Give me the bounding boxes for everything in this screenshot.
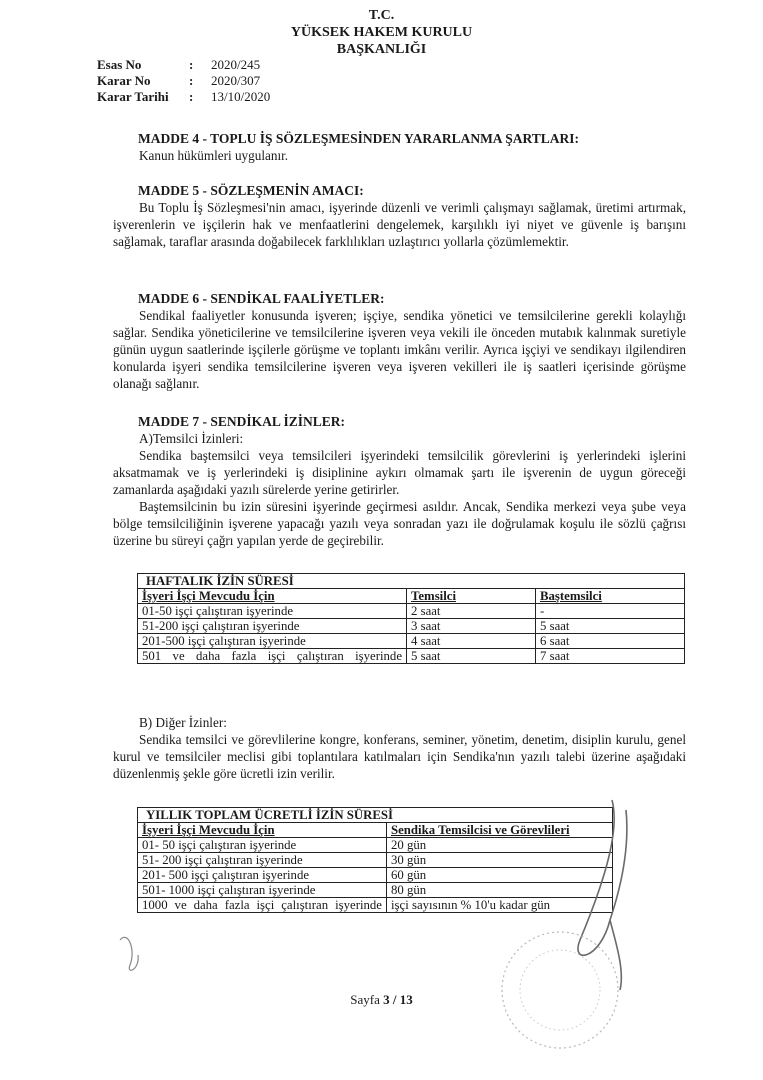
table-cell: 201- 500 işçi çalıştıran işyerinde xyxy=(138,868,387,883)
meta-colon: : xyxy=(189,89,194,104)
annual-leave-table xyxy=(137,807,613,913)
weekly-leave-table xyxy=(137,573,685,664)
initials-mark xyxy=(120,937,138,970)
section-text: Baştemsilcinin bu izin süresini işyerinde geçirmesi asıldır. Ancak, Sendika merkezi veya şube veya bölge temsilciliğinin işverene yapacağı yazılı veya sonradan yazı ile doğrulamak koşulu ile sözlü çağrısı üzerine bu süreyi çağrı yapılan yerde de geçirebilir. xyxy=(113,499,686,548)
section-title: MADDE 4 - TOPLU İŞ SÖZLEŞMESİNDEN YARARLANMA ŞARTLARI: xyxy=(138,131,579,146)
official-stamp xyxy=(502,932,618,1048)
meta-colon: : xyxy=(189,57,194,72)
section-text: Sendika baştemsilci veya temsilcileri işyerindeki temsilcilik görevlerini iş yerlerindeki işlerini aksatmamak ve iş yerlerindeki iş disiplinine aykırı olmamak şartı ile işverenin de uygun göreceği zamanlarda aşağıdaki yazılı sürelerde yerine getirirler. xyxy=(113,448,686,497)
table-cell: 80 gün xyxy=(387,883,613,898)
meta-row-karar xyxy=(97,73,270,89)
meta-label: Karar Tarihi xyxy=(97,89,169,104)
meta-row-tarih xyxy=(97,89,270,105)
table-cell: 2 saat xyxy=(407,604,536,619)
column-header: İşyeri İşçi Mevcudu İçin xyxy=(138,823,387,838)
section-text: Kanun hükümleri uygulanır. xyxy=(139,148,289,163)
section-madde-4 xyxy=(113,130,686,164)
table-cell: 201-500 işçi çalıştıran işyerinde xyxy=(138,634,407,649)
meta-colon: : xyxy=(189,73,194,88)
table-cell: 5 saat xyxy=(407,649,536,664)
table-row xyxy=(138,853,613,868)
table-cell: 501- 1000 işçi çalıştıran işyerinde xyxy=(138,883,387,898)
section-madde-6 xyxy=(113,290,686,392)
meta-value: 13/10/2020 xyxy=(211,89,271,104)
table-title: YILLIK TOPLAM ÜCRETLİ İZİN SÜRESİ xyxy=(138,808,613,823)
table-row xyxy=(138,898,613,913)
table-row xyxy=(138,883,613,898)
table-cell: 60 gün xyxy=(387,868,613,883)
table-cell: 51- 200 işçi çalıştıran işyerinde xyxy=(138,853,387,868)
section-text: Sendika temsilci ve görevlilerine kongre, konferans, seminer, yönetim, denetim, disiplin kurulu, genel kurul ve temsilciler meclisi gibi toplantılara katılmaları için Sendika'nın yazılı talebi üzerine aşağıdaki düzenlenmiş şekle göre ücretli izin verilir. xyxy=(113,732,686,781)
table-title-row xyxy=(138,574,685,589)
header-presidency: BAŞKANLIĞI xyxy=(336,42,427,57)
meta-value: 2020/307 xyxy=(211,73,261,88)
meta-row-esas xyxy=(97,57,270,73)
column-header: Temsilci xyxy=(407,589,536,604)
section-title: MADDE 6 - SENDİKAL FAALİYETLER: xyxy=(138,291,385,306)
table-cell: 7 saat xyxy=(536,649,685,664)
table-row xyxy=(138,838,613,853)
meta-label: Karar No xyxy=(97,73,151,88)
case-meta xyxy=(97,57,270,105)
subsection-b-title: B) Diğer İzinler: xyxy=(139,715,227,730)
subsection-a-title: A)Temsilci İzinleri: xyxy=(139,431,244,446)
table-cell: 01-50 işçi çalıştıran işyerinde xyxy=(138,604,407,619)
table-row xyxy=(138,604,685,619)
column-header: Baştemsilci xyxy=(536,589,685,604)
table-header-row xyxy=(138,589,685,604)
section-madde-7-b xyxy=(113,714,686,782)
table-cell: 01- 50 işçi çalıştıran işyerinde xyxy=(138,838,387,853)
section-text: Bu Toplu İş Sözleşmesi'nin amacı, işyerinde düzenli ve verimli çalışmayı sağlamak, üretimi artırmak, işverenlerin ve işçilerin hak ve menfaatlerini dengelemek, karşılıklı iyi niyet ve güvenle iş barışını sağlamak, taraflar arasında doğabilecek farklılıkları uzlaştırıcı yollarla çözümlemektir. xyxy=(113,200,686,249)
table-cell: 20 gün xyxy=(387,838,613,853)
meta-value: 2020/245 xyxy=(211,57,261,72)
page-number: 3 / 13 xyxy=(383,992,413,1007)
table-row xyxy=(138,868,613,883)
header-tc: T.C. xyxy=(368,8,395,23)
column-header: İşyeri İşçi Mevcudu İçin xyxy=(138,589,407,604)
table-cell: 501 ve daha fazla işçi çalıştıran işyerinde xyxy=(138,649,407,664)
section-madde-7 xyxy=(113,413,686,549)
table-row xyxy=(138,634,685,649)
official-stamp-inner xyxy=(520,950,600,1030)
column-header: Sendika Temsilcisi ve Görevlileri xyxy=(387,823,613,838)
table-row xyxy=(138,619,685,634)
meta-label: Esas No xyxy=(97,57,142,72)
table-cell: 51-200 işçi çalıştıran işyerinde xyxy=(138,619,407,634)
table-header-row xyxy=(138,823,613,838)
page-prefix: Sayfa xyxy=(350,992,380,1007)
table-cell: 1000 ve daha fazla işçi çalıştıran işyerinde xyxy=(138,898,387,913)
table-cell: - xyxy=(536,604,685,619)
section-text: Sendikal faaliyetler konusunda işveren; işçiye, sendika yönetici ve temsilcilerine gerekli kolaylığı sağlar. Sendika yöneticilerine ve temsilcilerine işveren veya vekili ile önceden mutabık kalınmak suretiyle günün uygun saatlerinde işçilerle görüşme ve toplantı imkânı verilir. Ayrıca işçiyi ve sendikayı ilgilendiren konularda işyeri sendika temsilcilerine işveren veya işveren vekilleri ile iş saatleri içerisinde görüşme olanağı sağlanır. xyxy=(113,308,686,391)
table-cell: 5 saat xyxy=(536,619,685,634)
header-institution: YÜKSEK HAKEM KURULU xyxy=(290,25,473,40)
table-cell: 3 saat xyxy=(407,619,536,634)
table-title-row xyxy=(138,808,613,823)
table-title: HAFTALIK İZİN SÜRESİ xyxy=(138,574,685,589)
table-row xyxy=(138,649,685,664)
table-cell: işçi sayısının % 10'u kadar gün xyxy=(387,898,613,913)
section-title: MADDE 7 - SENDİKAL İZİNLER: xyxy=(138,414,346,429)
page-footer xyxy=(0,992,763,1008)
section-madde-5 xyxy=(113,182,686,250)
section-title: MADDE 5 - SÖZLEŞMENİN AMACI: xyxy=(138,183,364,198)
table-cell: 30 gün xyxy=(387,853,613,868)
table-cell: 4 saat xyxy=(407,634,536,649)
table-cell: 6 saat xyxy=(536,634,685,649)
